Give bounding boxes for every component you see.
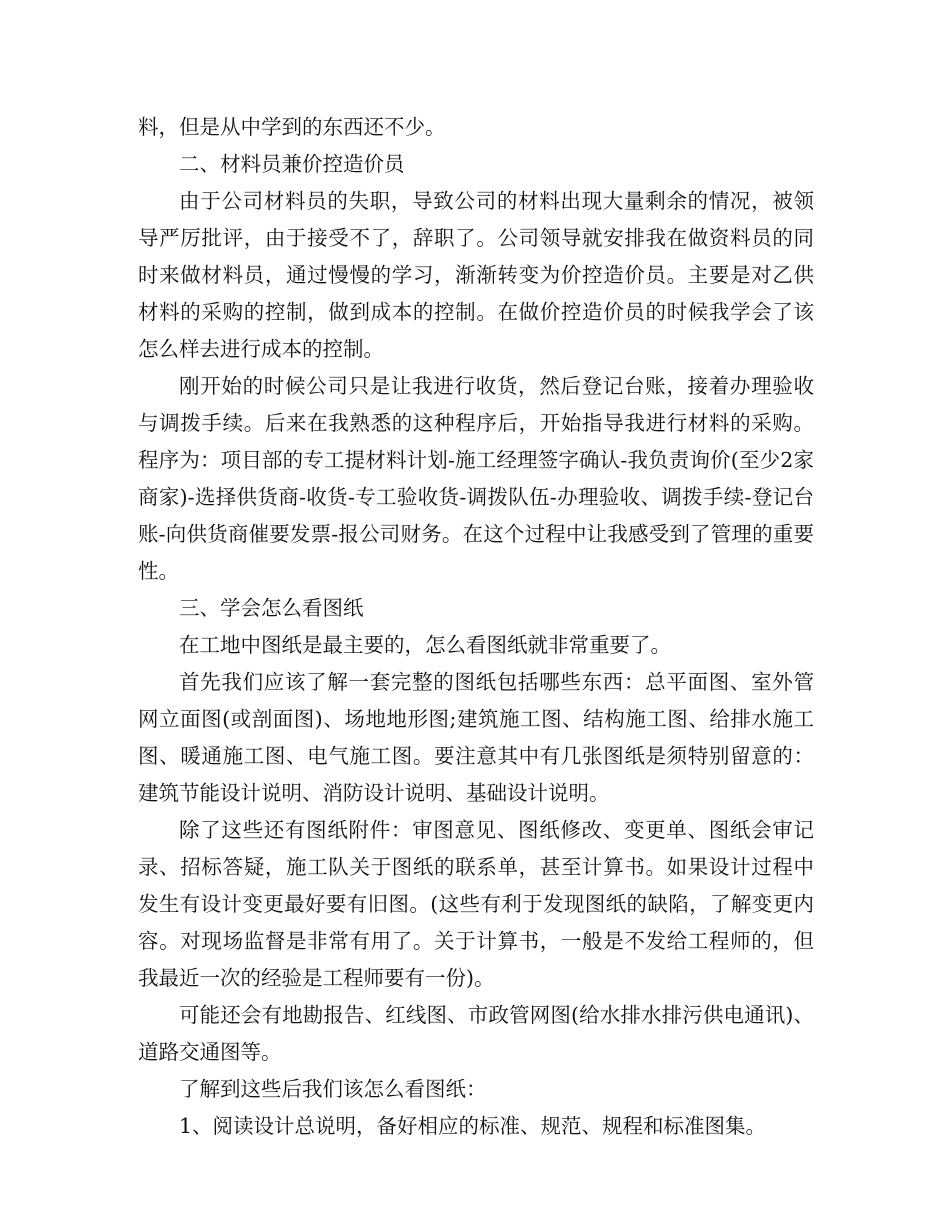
section-heading-2: 二、材料员兼价控造价员 — [179, 152, 405, 176]
paragraph: 刚开始的时候公司只是让我进行收货，然后登记台账，接着办理验收与调拨手续。后来在我熟悉的这种程序后，开始指导我进行材料的采购。程序为：项目部的专工提材料计划-施工经理签字确认-我负责询价(至少2家商家)-选择供货商-收货-专工验收货-调拨队伍-办理验收、调拨手续-登记台账-向供货商催要发票-报公司财务。在这个过程中让我感受到了管理的重要性。 — [138, 374, 814, 583]
paragraph: 除了这些还有图纸附件：审图意见、图纸修改、变更单、图纸会审记录、招标答疑，施工队关于图纸的联系单，甚至计算书。如果设计过程中发生有设计变更最好要有旧图。(这些有利于发现图纸的缺陷，了解变更内容。对现场监督是非常有用了。关于计算书，一般是不发给工程师的，但我最近一次的经验是工程师要有一份)。 — [138, 818, 814, 990]
paragraph: 由于公司材料员的失职，导致公司的材料出现大量剩余的情况，被领导严厉批评，由于接受不了，辞职了。公司领导就安排我在做资料员的同时来做材料员，通过慢慢的学习，渐渐转变为价控造价员。主要是对乙供材料的采购的控制，做到成本的控制。在做价控造价员的时候我学会了该怎么样去进行成本的控制。 — [138, 189, 814, 361]
list-item: 1、阅读设计总说明，备好相应的标准、规范、规程和标准图集。 — [179, 1114, 767, 1138]
paragraph: 可能还会有地勘报告、红线图、市政管网图(给水排水排污供电通讯)、道路交通图等。 — [138, 1003, 814, 1064]
paragraph-continuation: 料，但是从中学到的东西还不少。 — [138, 115, 446, 139]
document-body — [138, 109, 814, 1145]
paragraph: 首先我们应该了解一套完整的图纸包括哪些东西：总平面图、室外管网立面图(或剖面图)、场地地形图;建筑施工图、结构施工图、给排水施工图、暖通施工图、电气施工图。要注意其中有几张图纸是须特别留意的：建筑节能设计说明、消防设计说明、基础设计说明。 — [138, 670, 814, 805]
section-heading-3: 三、学会怎么看图纸 — [179, 596, 364, 620]
paragraph: 在工地中图纸是最主要的，怎么看图纸就非常重要了。 — [179, 633, 671, 657]
paragraph: 了解到这些后我们该怎么看图纸： — [179, 1077, 487, 1101]
